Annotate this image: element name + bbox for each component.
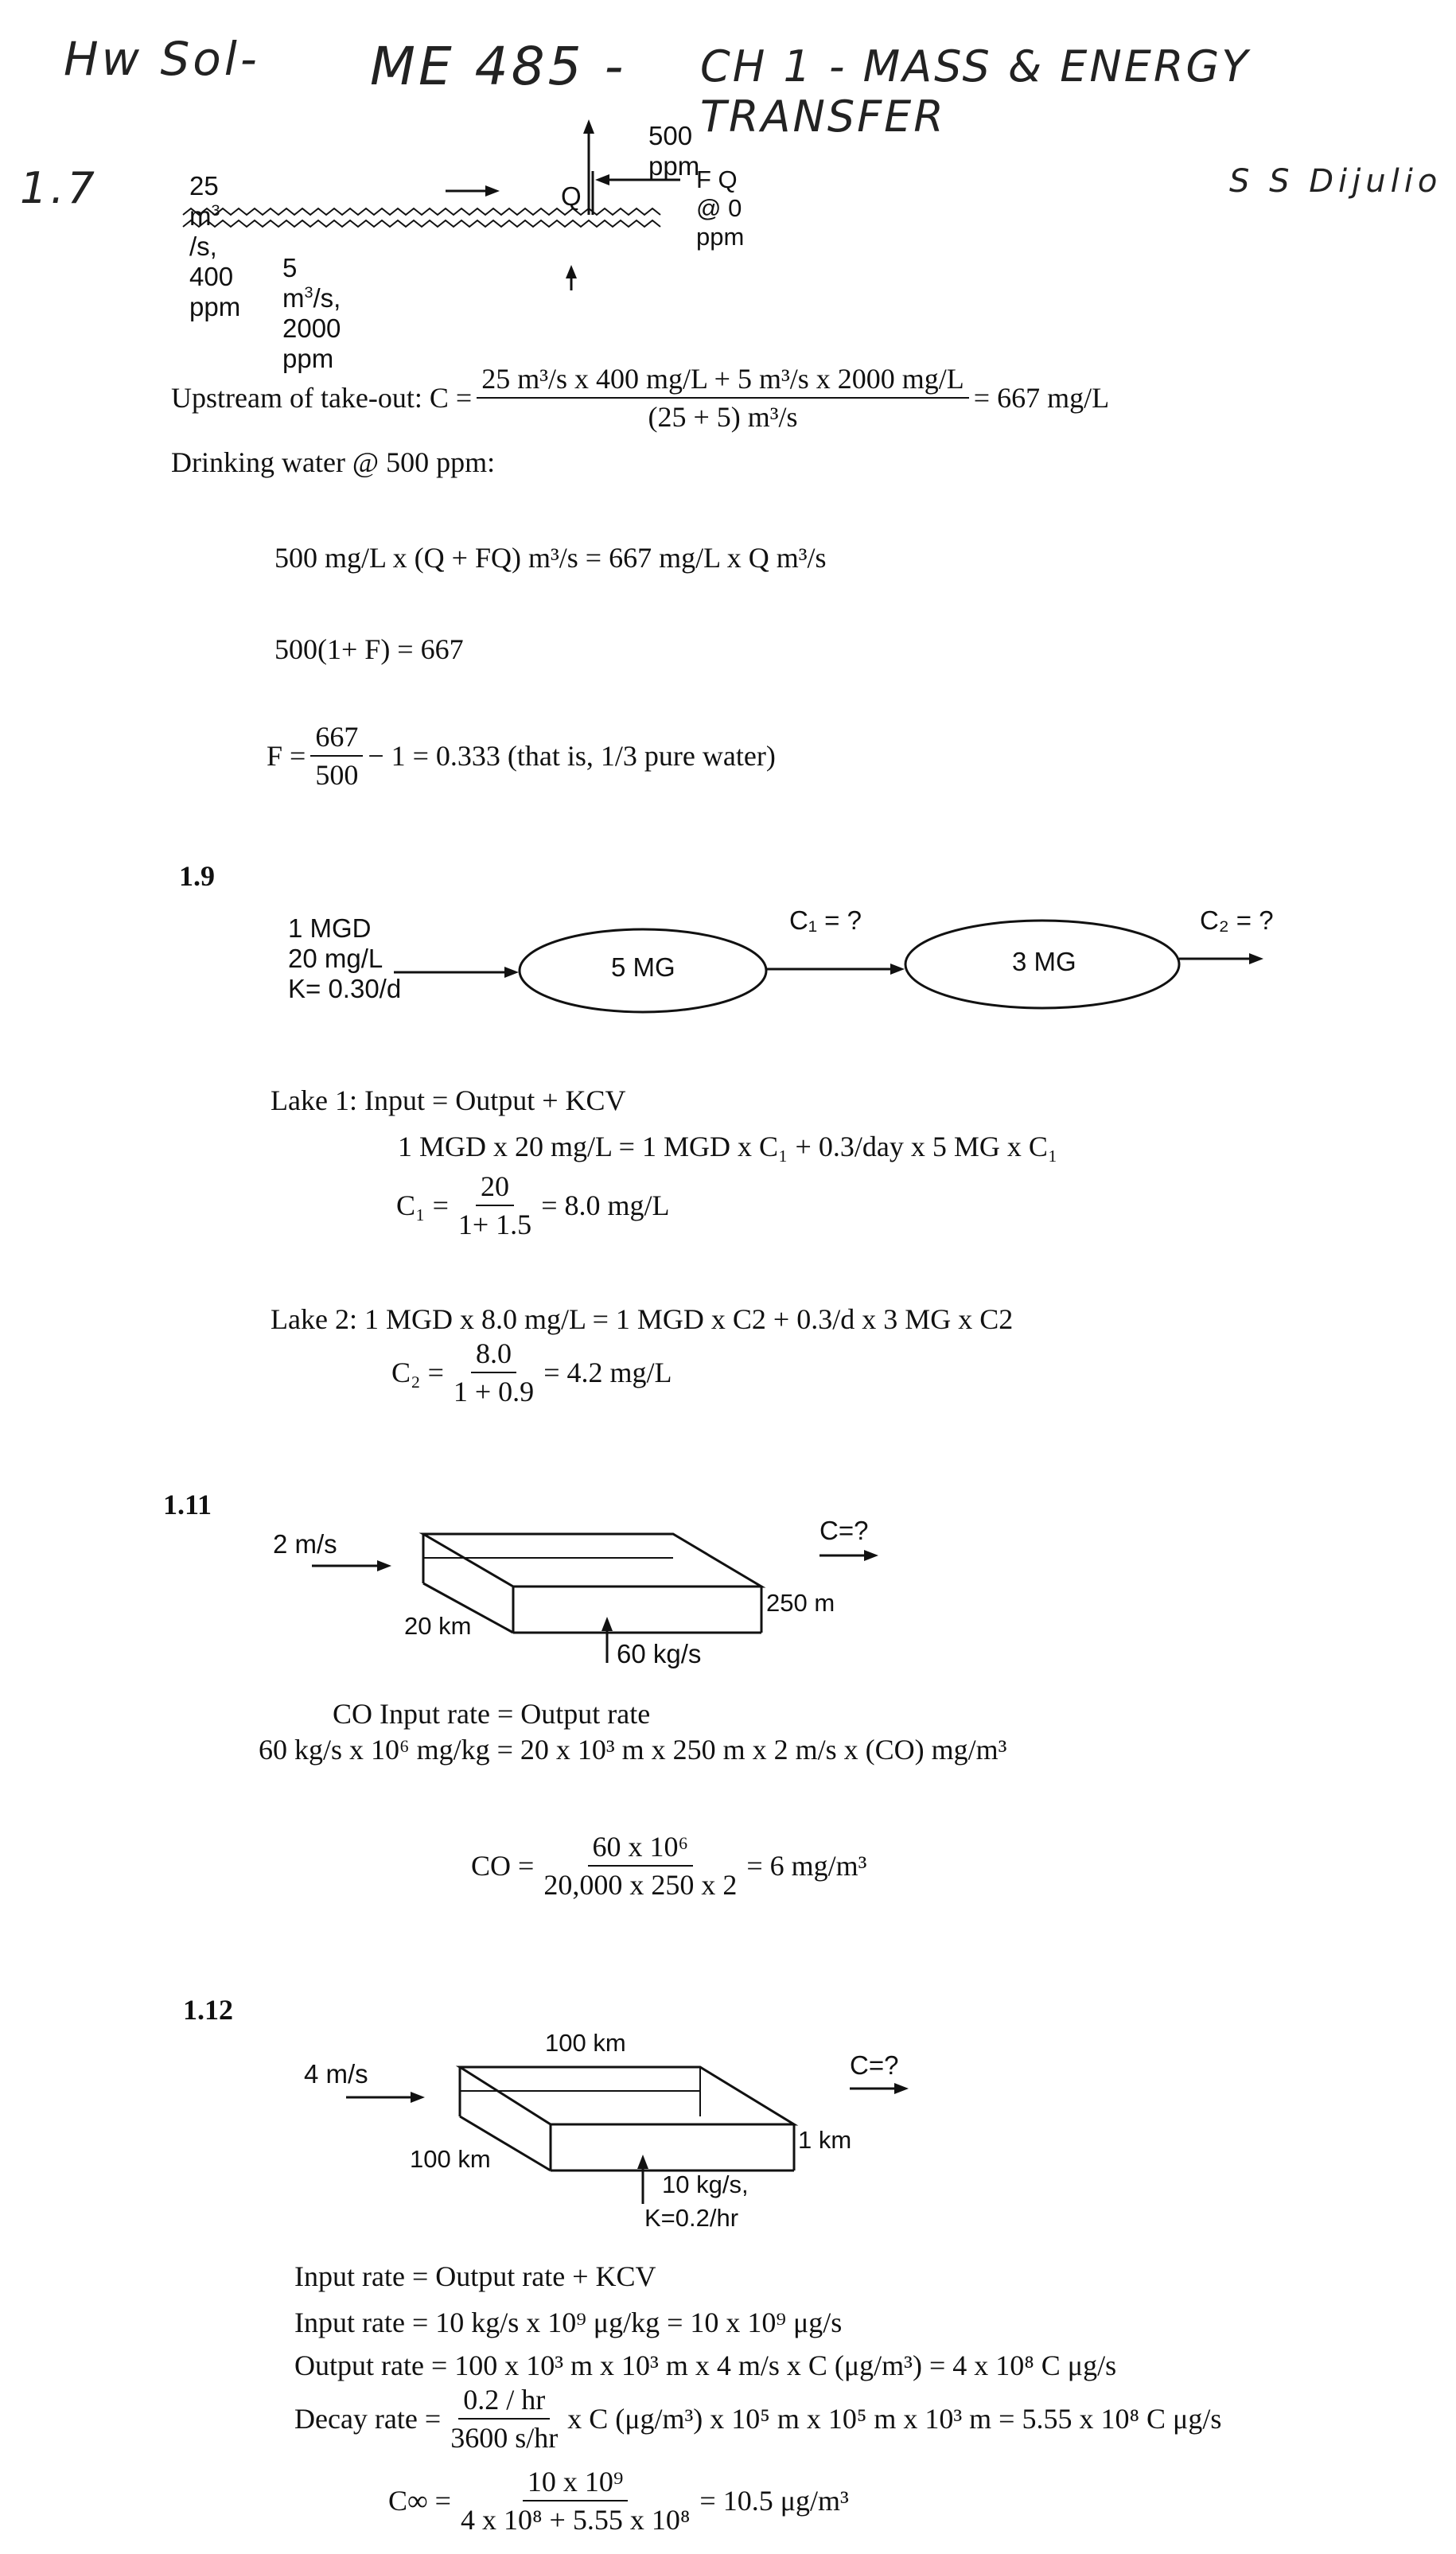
- width-label-112: 100 km: [410, 2145, 491, 2173]
- q-label: Q: [561, 181, 582, 211]
- upstream-lhs: Upstream of take-out: C =: [171, 382, 473, 414]
- decay-rate-112: Decay rate = $\frac{0.2 / hr}{3600 s/hr}$ x C (μg/m³) x 10⁵ m x 10⁵ m x 10³ m = 5.55 x 10⁸ C μg/s: [294, 2384, 1222, 2454]
- chapter-title: CH 1 - MASS & ENERGY TRANSFER: [700, 41, 1251, 142]
- co-balance: CO Input rate = Output rate: [333, 1698, 651, 1730]
- steady-state-112: C∞ = $\frac{\text{10 x 10⁹}}{\text{4 x 10⁸ + 5.55 x 10⁸}}$ = 10.5 μg/m³: [388, 2466, 849, 2536]
- lake2-solution: C₂ = $\frac{8.0}{1 + 0.9}$ = 4.2 mg/L: [391, 1337, 672, 1407]
- upstream-denominator: (25 + 5) m³/s: [648, 401, 798, 433]
- height-label: 250 m: [766, 1589, 835, 1617]
- drinking-eq2: 500(1+ F) = 667: [274, 633, 464, 665]
- problem-1-7-label: 1.7: [20, 163, 98, 213]
- upstream-result: = 667 mg/L: [973, 382, 1110, 414]
- length-label-112: 100 km: [545, 2029, 626, 2057]
- drinking-water-label: Drinking water @ 500 ppm:: [171, 446, 496, 478]
- decay-rate-label-112: K=0.2/hr: [644, 2204, 739, 2232]
- lake1-equation: 1 MGD x 20 mg/L = 1 MGD x C₁ + 0.3/day x 5 MG x C₁: [398, 1131, 1058, 1162]
- balance-112: Input rate = Output rate + KCV: [294, 2260, 656, 2292]
- course-title: ME 485 -: [370, 36, 627, 97]
- top-outflow-label: 500 ppm: [648, 121, 700, 181]
- c1-unknown: C₁ = ?: [789, 905, 862, 935]
- tributary-label: 5 $m^3/s$, 2000 ppm: [282, 253, 341, 373]
- wind-speed-label-112: 4 m/s: [304, 2059, 368, 2089]
- lake2-volume: 3 MG: [1012, 947, 1076, 976]
- problem-1-11-label: 1.11: [163, 1489, 212, 1520]
- fq-label: F Q @ 0 ppm: [696, 165, 745, 251]
- lake-inputs: 1 MGD 20 mg/L K= 0.30/d: [288, 913, 402, 1003]
- lake2-equation: Lake 2: 1 MGD x 8.0 mg/L = 1 MGD x C2 + 0.3/d x 3 MG x C2: [271, 1303, 1014, 1335]
- problem-1-9-label: 1.9: [179, 860, 215, 892]
- lake1-balance: Lake 1: Input = Output + KCV: [271, 1084, 626, 1116]
- wind-speed-label: 2 m/s: [273, 1529, 337, 1559]
- height-label-112: 1 km: [798, 2126, 852, 2154]
- inflow-label: 25 $m^3$ /s, 400 ppm: [189, 171, 241, 321]
- input-rate-112: Input rate = 10 kg/s x 10⁹ μg/kg = 10 x 10⁹ μg/s: [294, 2307, 843, 2338]
- problem-1-12-label: 1.12: [183, 1994, 233, 2026]
- drinking-eq1: 500 mg/L x (Q + FQ) m³/s = 667 mg/L x Q m³/s: [274, 542, 827, 574]
- lake1-volume: 5 MG: [611, 952, 675, 982]
- co-equation: 60 kg/s x 10⁶ mg/kg = 20 x 10³ m x 250 m x 2 m/s x (CO) mg/m³: [259, 1734, 1007, 1766]
- drinking-eq3: F = $\frac{667}{500}$ − 1 = 0.333 (that is, 1/3 pure water): [267, 721, 776, 791]
- outlet-concentration-label-112: C=?: [850, 2050, 899, 2080]
- source-rate-label-112: 10 kg/s,: [662, 2171, 749, 2198]
- lake1-solution: C₁ = $\frac{20}{1+ 1.5}$ = 8.0 mg/L: [396, 1170, 670, 1240]
- c2-unknown: C₂ = ?: [1200, 905, 1274, 935]
- output-rate-112: Output rate = 100 x 10³ m x 10³ m x 4 m/s x C (μg/m³) = 4 x 10⁸ C μg/s: [294, 2350, 1117, 2381]
- source-rate-label: 60 kg/s: [617, 1639, 702, 1668]
- width-label: 20 km: [404, 1612, 472, 1640]
- author-signature: S S Dijulio: [1229, 163, 1442, 200]
- outlet-concentration-label: C=?: [819, 1516, 869, 1545]
- hw-sol-label: Hw Sol-: [64, 32, 260, 86]
- co-solution: CO = $\frac{\text{60 x 10⁶}}{20,000 x 250 x 2}$ = 6 mg/m³: [471, 1831, 867, 1901]
- upstream-numerator: 25 m³/s x 400 mg/L + 5 m³/s x 2000 mg/L: [477, 362, 969, 399]
